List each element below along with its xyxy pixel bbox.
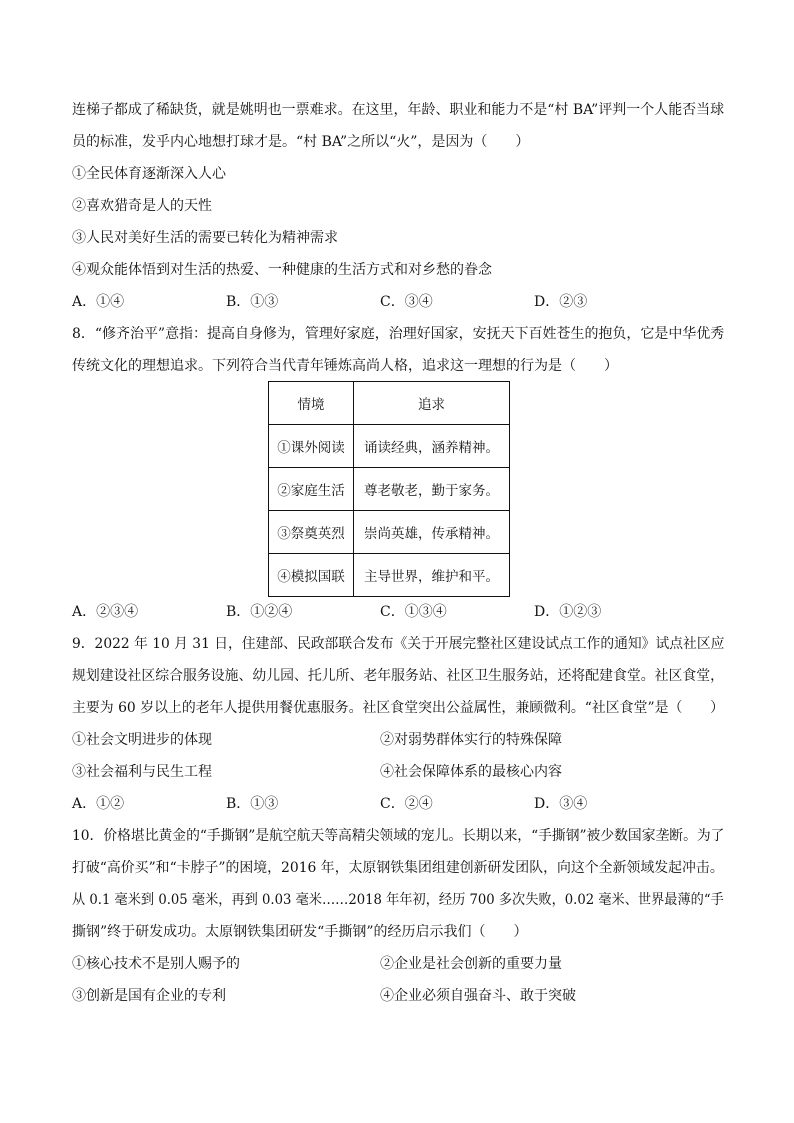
q10-stem-line-4: 撕钢”终于研发成功。太原钢铁集团研发“手撕钢”的经历启示我们（ ） <box>72 924 528 940</box>
q10-stem-line-1: 10．价格堪比黄金的“手撕钢”是航空航天等高精尖领域的宠儿。长期以来，“手撕钢”被少数国家垄断。为了 <box>72 828 725 844</box>
q9-option-2: ②对弱势群体实行的特殊保障 <box>380 732 562 748</box>
q7-choice-b: B．①③ <box>226 294 279 310</box>
q9-choice-c: C．②④ <box>380 796 433 812</box>
table-row <box>269 511 510 554</box>
q10-option-4: ④企业必须自强奋斗、敢于突破 <box>380 988 576 1004</box>
q7-choice-a: A．①④ <box>72 294 125 310</box>
q7-stem-line-2: 员的标准，发乎内心地想打球才是。“村 BA”之所以“火”，是因为（ ） <box>72 134 530 150</box>
table-row <box>269 468 510 511</box>
table-row <box>269 554 510 597</box>
q7-choice-c: C．③④ <box>380 294 433 310</box>
q9-choice-a: A．①② <box>72 796 125 812</box>
table-header-pursuit: 追求 <box>354 382 510 425</box>
q9-option-3: ③社会福利与民生工程 <box>72 764 212 780</box>
q8-choice-c: C．①③④ <box>380 604 447 620</box>
q10-option-3: ③创新是国有企业的专利 <box>72 988 226 1004</box>
q9-option-4: ④社会保障体系的最核心内容 <box>380 764 562 780</box>
q7-option-2: ②喜欢猎奇是人的天性 <box>72 198 212 214</box>
q9-option-1: ①社会文明进步的体现 <box>72 732 212 748</box>
table-cell-pursuit: 诵读经典，涵养精神。 <box>354 425 510 468</box>
q9-stem-line-1: 9．2022 年 10 月 31 日，住建部、民政部联合发布《关于开展完整社区建设试点工作的通知》试点社区应 <box>72 636 725 652</box>
table-cell-pursuit: 尊老敬老，勤于家务。 <box>354 468 510 511</box>
table-cell-scenario: ④模拟国联 <box>269 554 354 597</box>
table-header-scenario: 情境 <box>269 382 354 425</box>
q10-stem-line-2: 打破“高价买”和“卡脖子”的困境，2016 年，太原钢铁集团组建创新研发团队，向这个全新领域发起冲击。 <box>72 860 724 876</box>
q10-option-1: ①核心技术不是别人赐予的 <box>72 956 240 972</box>
q7-choice-d: D．②③ <box>534 294 588 310</box>
q8-choice-a: A．②③④ <box>72 604 139 620</box>
q9-choice-d: D．③④ <box>534 796 588 812</box>
q9-choice-b: B．①③ <box>226 796 279 812</box>
q8-stem-line-2: 传统文化的理想追求。下列符合当代青年锤炼高尚人格，追求这一理想的行为是（ ） <box>72 358 618 374</box>
q7-option-3: ③人民对美好生活的需要已转化为精神需求 <box>72 230 338 246</box>
q8-stem-line-1: 8．“修齐治平”意指：提高自身修为，管理好家庭，治理好国家，安抚天下百姓苍生的抱负，它是中华优秀 <box>72 326 725 342</box>
table-cell-scenario: ②家庭生活 <box>269 468 354 511</box>
q10-option-2: ②企业是社会创新的重要力量 <box>380 956 562 972</box>
table-header-row <box>269 382 510 425</box>
table-cell-pursuit: 崇尚英雄，传承精神。 <box>354 511 510 554</box>
q7-option-4: ④观众能体悟到对生活的热爱、一种健康的生活方式和对乡愁的眷念 <box>72 262 492 278</box>
table-cell-pursuit: 主导世界，维护和平。 <box>354 554 510 597</box>
q7-option-1: ①全民体育逐渐深入人心 <box>72 166 226 182</box>
q10-stem-line-3: 从 0.1 毫米到 0.05 毫米，再到 0.03 毫米……2018 年年初，经历 700 多次失败，0.02 毫米、世界最薄的“手 <box>72 892 724 908</box>
q8-choice-b: B．①②④ <box>226 604 293 620</box>
q9-stem-line-2: 规划建设社区综合服务设施、幼儿园、托儿所、老年服务站、社区卫生服务站，还将配建食堂。社区食堂， <box>72 668 725 684</box>
table-cell-scenario: ①课外阅读 <box>269 425 354 468</box>
q8-scenario-table <box>268 381 510 597</box>
table-row <box>269 425 510 468</box>
q8-choice-d: D．①②③ <box>534 604 602 620</box>
q7-stem-line-1: 连梯子都成了稀缺货，就是姚明也一票难求。在这里，年龄、职业和能力不是“村 BA”评判一个人能否当球 <box>72 102 725 118</box>
q9-stem-line-3: 主要为 60 岁以上的老年人提供用餐优惠服务。社区食堂突出公益属性，兼顾微利。“社区食堂”是（ ） <box>72 700 725 716</box>
table-cell-scenario: ③祭奠英烈 <box>269 511 354 554</box>
